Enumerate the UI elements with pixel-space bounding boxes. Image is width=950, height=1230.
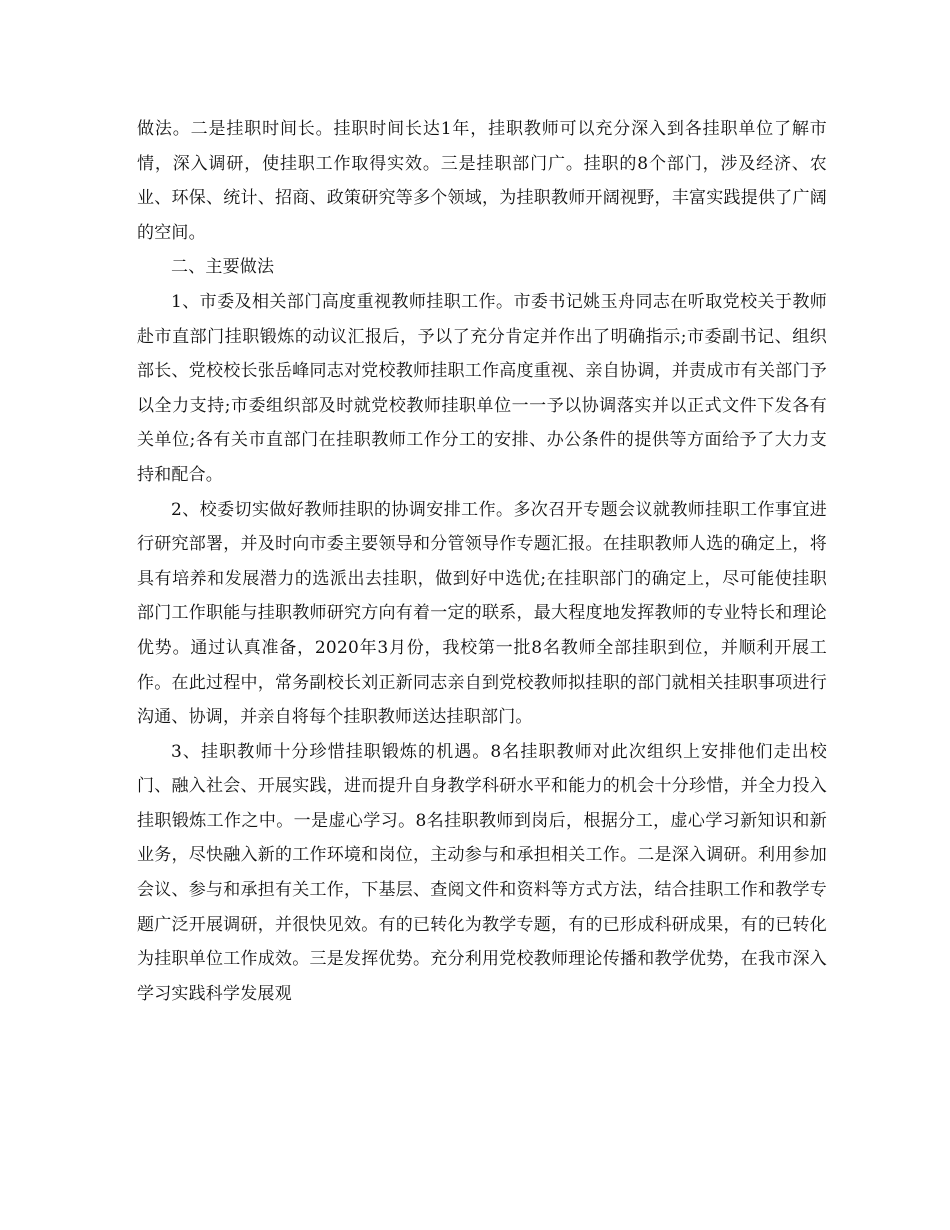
section-heading: 二、主要做法 <box>171 257 275 278</box>
paragraph-3: 2、校委切实做好教师挂职的协调安排工作。多次召开专题会议就教师挂职工作事宜进行研究部署，并及时向市委主要领导和分管领导作专题汇报。在挂职教师人选的确定上，将具有培养和发展潜力的选派出去挂职，做到好中选优;在挂职部门的确定上，尽可能使挂职部门工作职能与挂职教师研究方向有着一定的联系，最大程度地发挥教师的专业特长和理论优势。通过认真准备，2020年3月份，我校第一批8名教师全部挂职到位，并顺利开展工作。在此过程中，常务副校长刘正新同志亲自到党校教师拟挂职的部门就相关挂职事项进行沟通、协调，并亲自将每个挂职教师送达挂职部门。 <box>137 499 827 728</box>
document-body <box>137 112 827 1011</box>
paragraph-2: 1、市委及相关部门高度重视教师挂职工作。市委书记姚玉舟同志在听取党校关于教师赴市直部门挂职锻炼的动议汇报后，予以了充分肯定并作出了明确指示;市委副书记、组织部长、党校校长张岳峰同志对党校教师挂职工作高度重视、亲自协调，并责成市有关部门予以全力支持;市委组织部及时就党校教师挂职单位一一予以协调落实并以正式文件下发各有关单位;各有关市直部门在挂职教师工作分工的安排、办公条件的提供等方面给予了大力支持和配合。 <box>137 291 827 485</box>
paragraph-1: 做法。二是挂职时间长。挂职时间长达1年，挂职教师可以充分深入到各挂职单位了解市情，深入调研，使挂职工作取得实效。三是挂职部门广。挂职的8个部门，涉及经济、农业、环保、统计、招商、政策研究等多个领域，为挂职教师开阔视野，丰富实践提供了广阔的空间。 <box>137 119 827 243</box>
paragraph-4: 3、挂职教师十分珍惜挂职锻炼的机遇。8名挂职教师对此次组织上安排他们走出校门、融入社会、开展实践，进而提升自身教学科研水平和能力的机会十分珍惜，并全力投入挂职锻炼工作之中。一是虚心学习。8名挂职教师到岗后，根据分工，虚心学习新知识和新业务，尽快融入新的工作环境和岗位，主动参与和承担相关工作。二是深入调研。利用参加会议、参与和承担有关工作，下基层、查阅文件和资料等方式方法，结合挂职工作和教学专题广泛开展调研，并很快见效。有的已转化为教学专题，有的已形成科研成果，有的已转化为挂职单位工作成效。三是发挥优势。充分利用党校教师理论传播和教学优势，在我市深入学习实践科学发展观 <box>137 741 827 1004</box>
